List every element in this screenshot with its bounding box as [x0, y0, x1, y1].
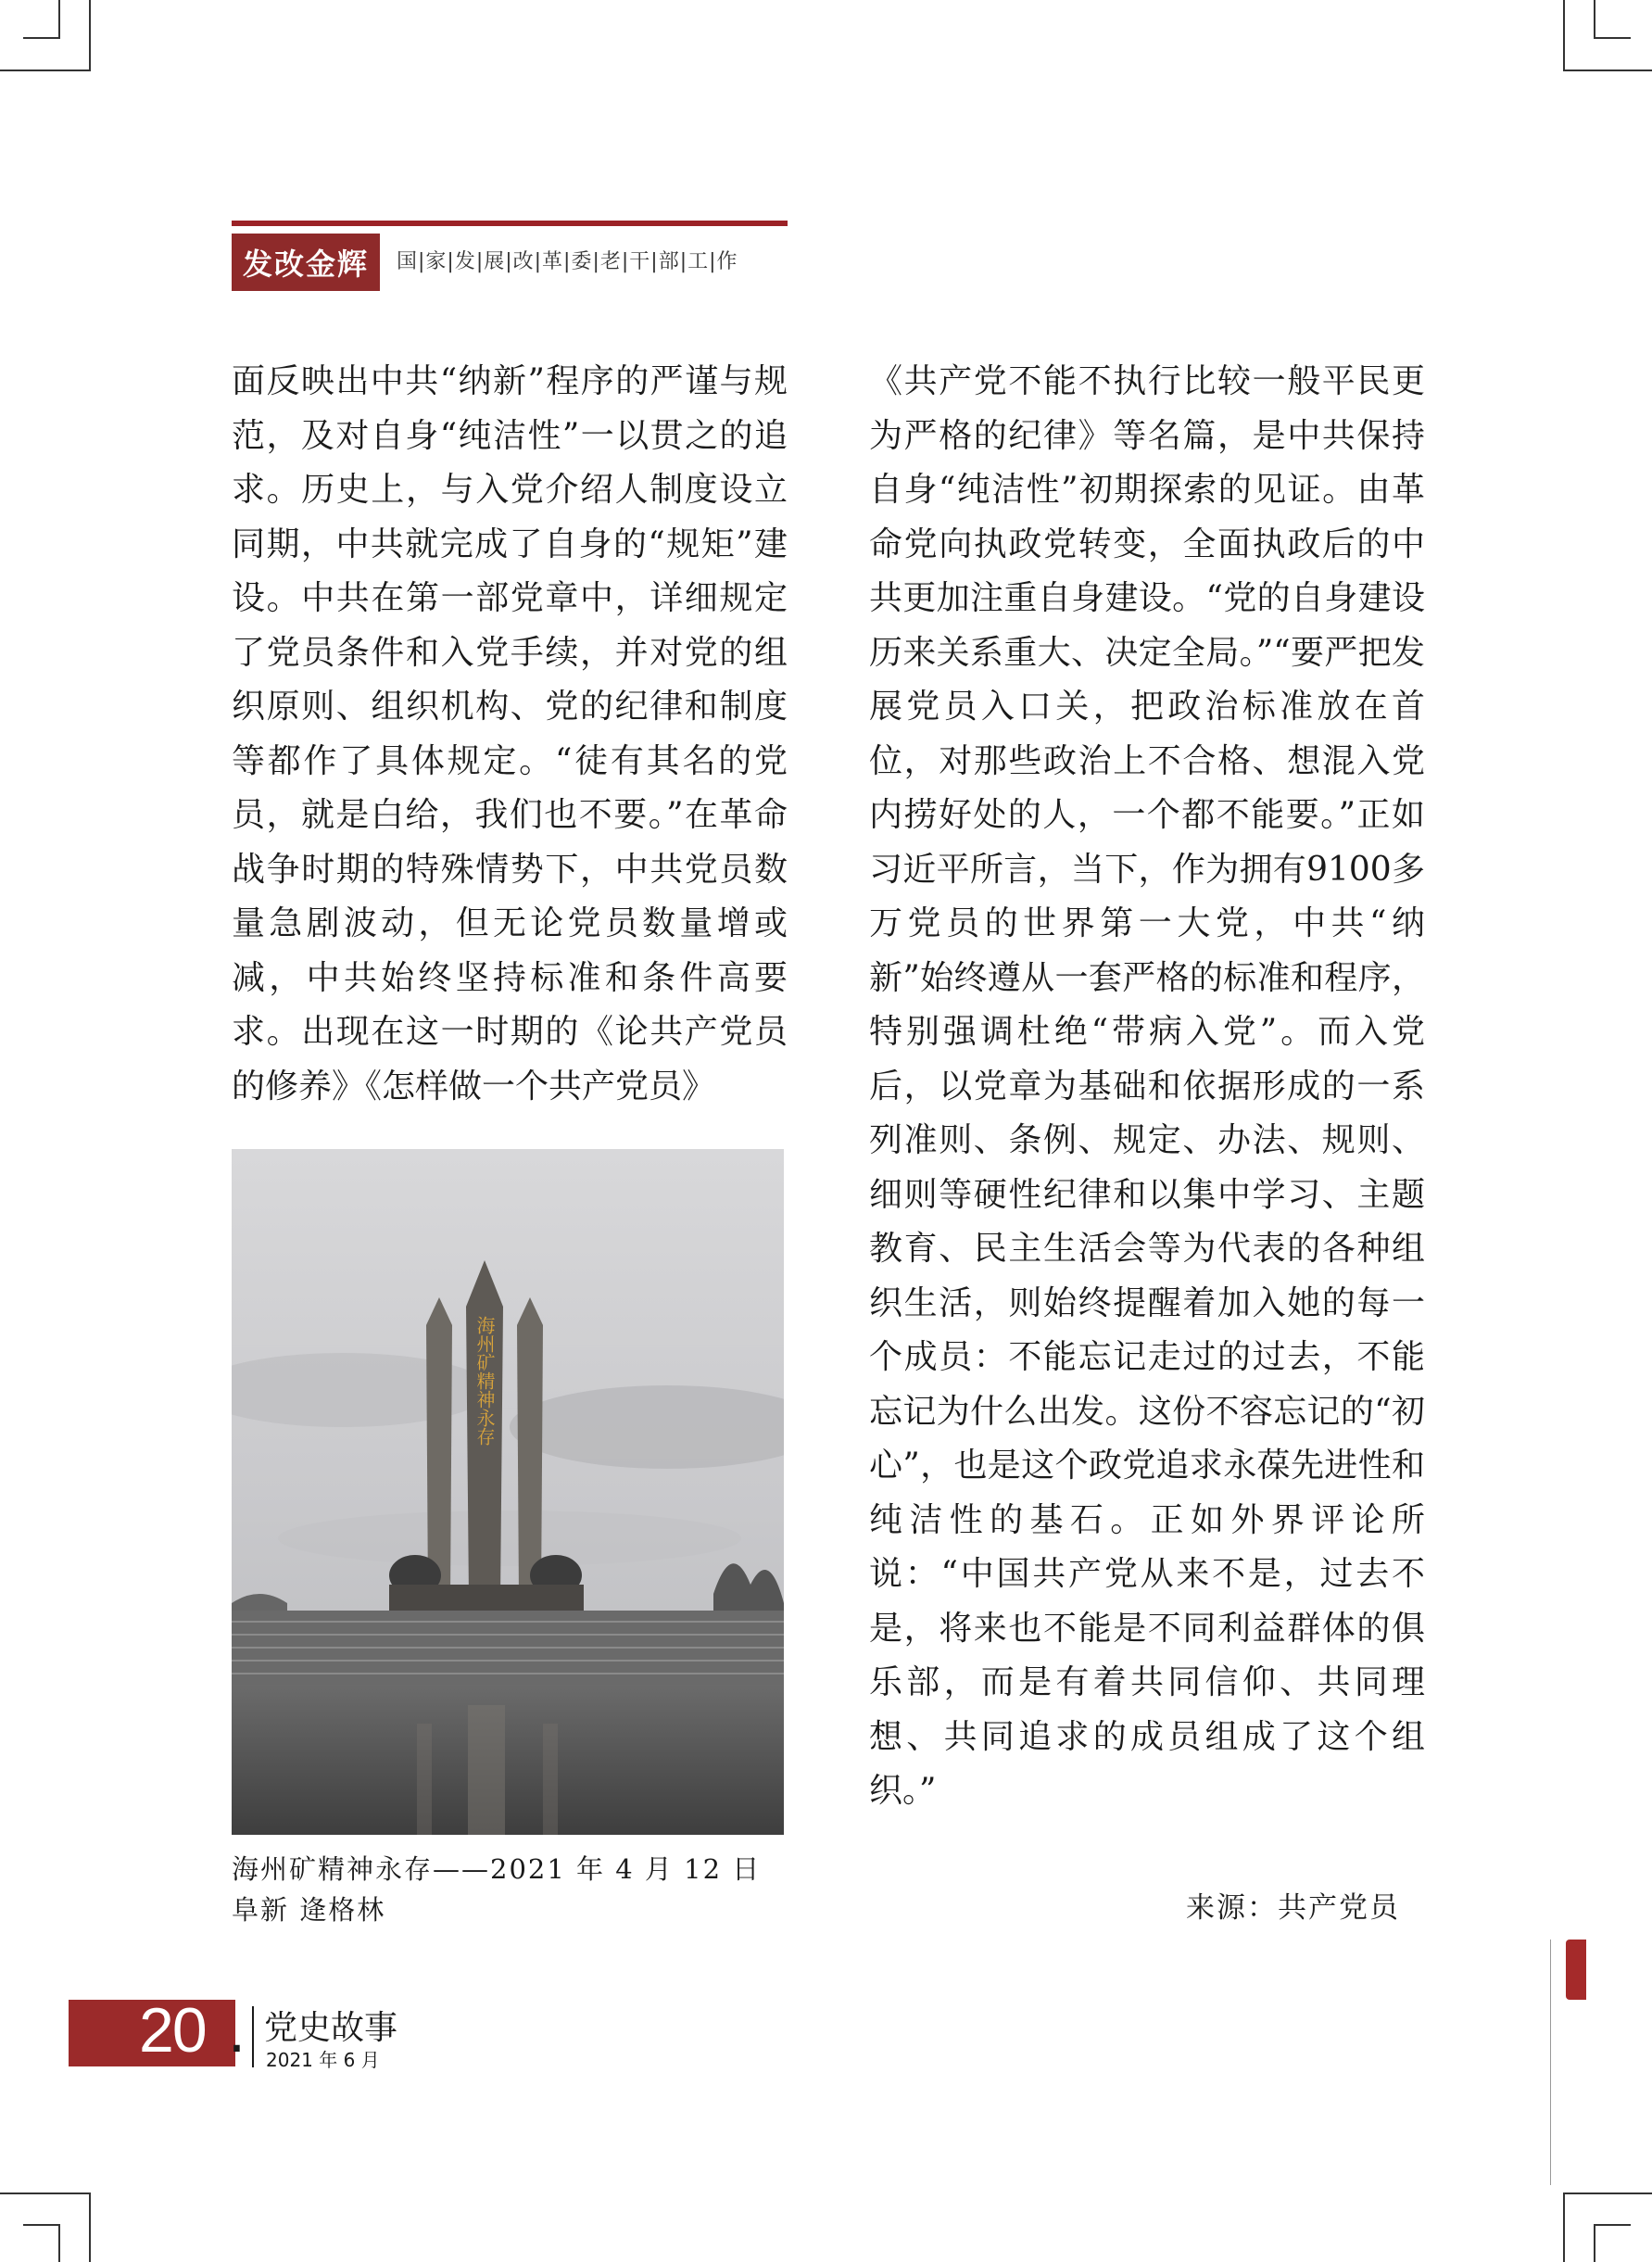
monument-illustration [232, 1149, 784, 1835]
crop-mark-br-h2 [1594, 2224, 1631, 2226]
crop-mark-tr-h2 [1594, 37, 1631, 39]
crop-mark-tl-v [89, 0, 91, 70]
section-subtitle: 国|家|发|展|改|革|委|老|干|部|工|作 [397, 250, 738, 273]
side-tab [1566, 1940, 1586, 2000]
crop-mark-bl-v2 [58, 2224, 60, 2262]
crop-mark-tl-h [0, 70, 91, 71]
crop-mark-br-v [1563, 2192, 1565, 2262]
page-number-dot: . [228, 1995, 246, 2066]
footer-divider [252, 2006, 254, 2067]
crop-mark-bl-h [0, 2192, 91, 2194]
monument-inscription: 海州矿精神永存 [473, 1316, 496, 1446]
crop-mark-br-h [1563, 2192, 1652, 2194]
magazine-title: 党史故事 [264, 2009, 398, 2047]
right-column [869, 355, 1425, 1819]
crop-mark-bl-v [89, 2192, 91, 2262]
caption-line-2: 阜新 逄格林 [232, 1894, 386, 1926]
page-number: 20 [139, 1995, 206, 2066]
right-column-text: 《共产党不能不执行比较一般平民更为严格的纪律》等名篇，是中共保持自身“纯洁性”初期探索的见证。由革命党向执政党转变，全面执政后的中共更加注重自身建设。“党的自身建设历来关系重大、决定全局。”“要严把发展党员入口关，把政治标准放在首位，对那些政治上不合格、想混入党内捞好处的人，一个都不能要。”正如习近平所言，当下，作为拥有9100多万党员的世界第一大党，中共“纳新”始终遵从一套严格的标准和程序，特别强调杜绝“带病入党”。而入党后，以党章为基础和依据形成的一系列准则、条例、规定、办法、规则、细则等硬性纪律和以集中学习、主题教育、民主生活会等为代表的各种组织生活，则始终提醒着加入她的每一个成员：不能忘记走过的过去，不能忘记为什么出发。这份不容忘记的“初心”，也是这个政党追求永葆先进性和纯洁性的基石。正如外界评论所说：“中国共产党从来不是，过去不是，将来也不能是不同利益群体的俱乐部，而是有着共同信仰、共同理想、共同追求的成员组成了这个组织。” [869, 362, 1425, 1810]
photo-caption [232, 1849, 788, 1930]
section-brand: 发改金辉 [232, 234, 380, 291]
crop-mark-tl-v2 [58, 0, 60, 37]
side-rule [1550, 1940, 1551, 2185]
left-column [232, 355, 788, 1114]
issue-date: 2021 年 6 月 [266, 2049, 380, 2071]
crop-mark-bl-h2 [23, 2224, 60, 2226]
crop-mark-tr-v [1563, 0, 1565, 70]
crop-mark-tr-h [1563, 70, 1652, 71]
header-rule [232, 221, 788, 226]
crop-mark-br-v2 [1594, 2224, 1595, 2262]
source-credit: 来源：共产党员 [1186, 1891, 1400, 1925]
caption-line-1: 海州矿精神永存——2021 年 4 月 12 日 [232, 1853, 762, 1885]
left-column-text: 面反映出中共“纳新”程序的严谨与规范，及对自身“纯洁性”一以贯之的追求。历史上，与入党介绍人制度设立同期，中共就完成了自身的“规矩”建设。中共在第一部党章中，详细规定了党员条件和入党手续，并对党的组织原则、组织机构、党的纪律和制度等都作了具体规定。“徒有其名的党员，就是白给，我们也不要。”在革命战争时期的特殊情势下，中共党员数量急剧波动，但无论党员数量增或减，中共始终坚持标准和条件高要求。出现在这一时期的《论共产党员的修养》《怎样做一个共产党员》 [232, 362, 788, 1106]
crop-mark-tl-h2 [23, 37, 60, 39]
crop-mark-tr-v2 [1594, 0, 1595, 37]
monument-photo [232, 1149, 784, 1835]
